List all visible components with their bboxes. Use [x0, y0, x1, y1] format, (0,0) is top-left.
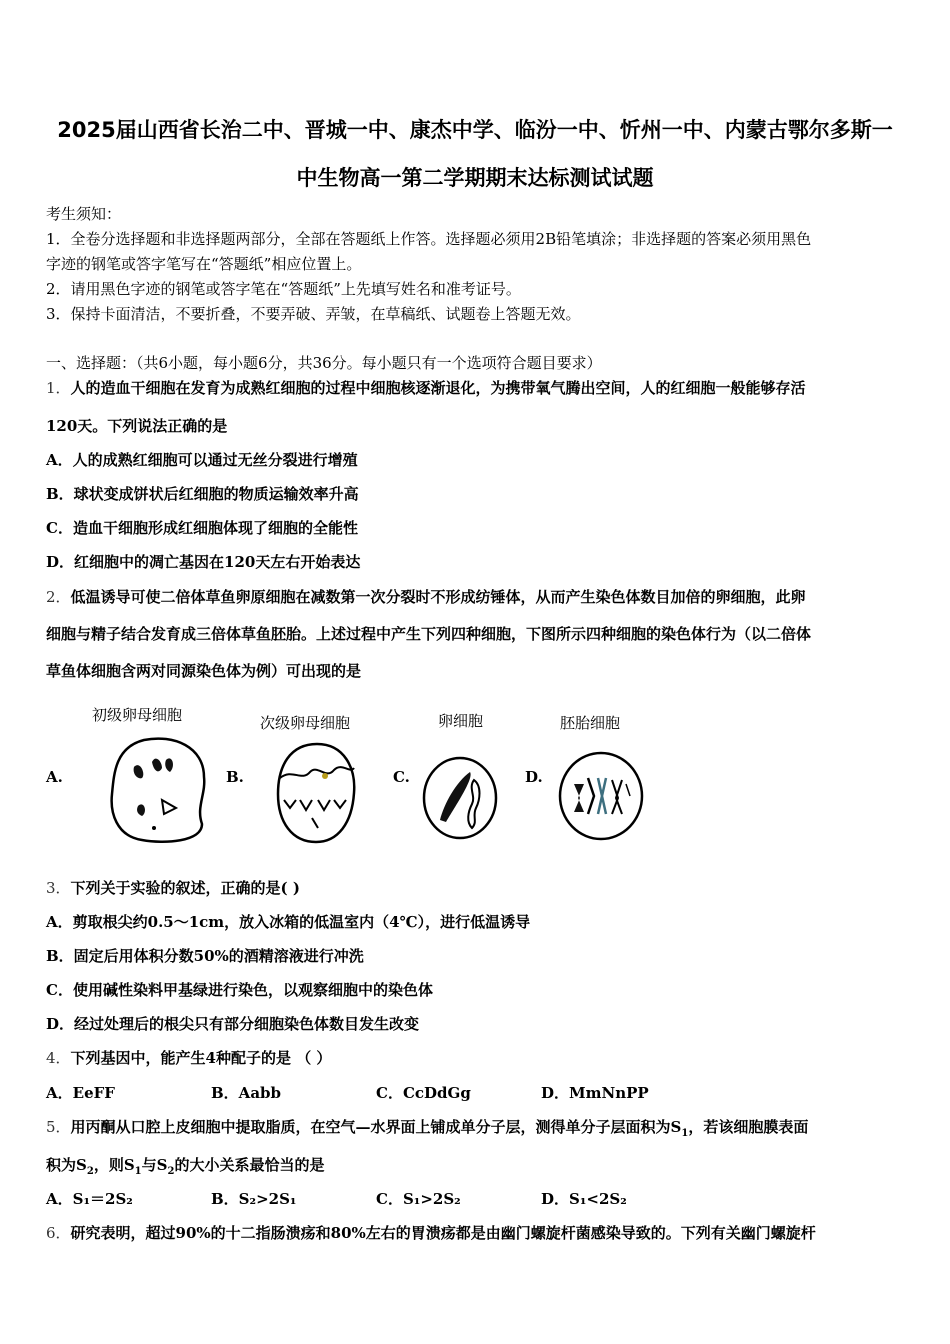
q3-option-a: A．剪取根尖约0.5～1cm，放入冰箱的低温室内（4℃），进行低温诱导	[46, 913, 531, 931]
fig-a-label: A.	[46, 768, 63, 786]
q3-option-c: C．使用碱性染料甲基绿进行染色，以观察细胞中的染色体	[46, 981, 433, 999]
q1-option-a: A．人的成熟红细胞可以通过无丝分裂进行增殖	[46, 451, 358, 469]
q4-options	[46, 1082, 706, 1103]
fig-d-caption: 胚胎细胞	[560, 714, 621, 732]
notice-heading: 考生须知：	[46, 205, 122, 223]
notice-item1b: 字迹的钢笔或答字笔写在“答题纸”相应位置上。	[46, 255, 362, 273]
q6-stem: 6．研究表明，超过90%的十二指肠溃疡和80%左右的胃溃疡都是由幽门螺旋杆菌感染导致的。下列有关幽门螺旋杆	[46, 1224, 816, 1242]
q2-stem-c: 草鱼体细胞含两对同源染色体为例）可出现的是	[46, 662, 362, 680]
section-heading: 一、选择题：（共6小题，每小题6分，共36分。每小题只有一个选项符合题目要求）	[46, 354, 602, 372]
notice-item3: 3．保持卡面清洁，不要折叠，不要弄破、弄皱，在草稿纸、试题卷上答题无效。	[46, 305, 581, 323]
fig-c-label: C.	[393, 768, 410, 786]
cell-c-egg-cell	[420, 752, 500, 842]
cell-a-primary-oocyte	[104, 732, 214, 847]
fig-a-caption: 初级卵母细胞	[92, 706, 183, 724]
notice-item2: 2．请用黑色字迹的钢笔或答字笔在“答题纸”上先填写姓名和准考证号。	[46, 280, 521, 298]
q1-option-b: B．球状变成饼状后红细胞的物质运输效率升高	[46, 485, 359, 503]
q5-option-c: C．S₁>2S₂	[376, 1190, 461, 1208]
cell-b-secondary-oocyte	[272, 738, 362, 848]
q4-option-a: A．EeFF	[46, 1084, 115, 1102]
q2-stem-b: 细胞与精子结合发育成三倍体草鱼胚胎。上述过程中产生下列四种细胞，下图所示四种细胞的染色体行为（以二倍体	[46, 625, 812, 643]
q3-option-b: B．固定后用体积分数50%的酒精溶液进行冲洗	[46, 947, 364, 965]
q5-option-d: D．S₁<2S₂	[541, 1190, 627, 1208]
q5-option-a: A．S₁＝2S₂	[46, 1190, 133, 1208]
q2-stem-a: 2．低温诱导可使二倍体草鱼卵原细胞在减数第一次分裂时不形成纺锤体，从而产生染色体数目加倍的卵细胞，此卵	[46, 588, 806, 606]
q4-option-b: B．Aabb	[211, 1084, 282, 1102]
q5-option-b: B．S₂>2S₁	[211, 1190, 297, 1208]
q4-stem: 4．下列基因中，能产生4种配子的是 （ ）	[46, 1049, 332, 1067]
cell-d-embryonic-cell	[556, 748, 646, 844]
q1-option-c: C．造血干细胞形成红细胞体现了细胞的全能性	[46, 519, 358, 537]
fig-b-caption: 次级卵母细胞	[260, 714, 351, 732]
title-line2: 中生物高一第二学期期末达标测试试题	[296, 166, 654, 190]
fig-b-label: B.	[226, 768, 244, 786]
q3-option-d: D．经过处理后的根尖只有部分细胞染色体数目发生改变	[46, 1015, 420, 1033]
q5-stem-a: 5．用丙酮从口腔上皮细胞中提取脂质，在空气—水界面上铺成单分子层，测得单分子层面积为$S_1$，若该细胞膜表面	[46, 1118, 809, 1139]
notice-item1a: 1．全卷分选择题和非选择题两部分，全部在答题纸上作答。选择题必须用2B铅笔填涂；非选择题的答案必须用黑色	[46, 230, 812, 248]
q3-stem: 3．下列关于实验的叙述，正确的是( )	[46, 879, 300, 897]
fig-c-caption: 卵细胞	[438, 712, 484, 730]
q1-stem-a: 1．人的造血干细胞在发育为成熟红细胞的过程中细胞核逐渐退化，为携带氧气腾出空间，人的红细胞一般能够存活	[46, 379, 806, 397]
q1-stem-b: 120天。下列说法正确的是	[46, 417, 228, 435]
q5-options	[46, 1188, 706, 1209]
q5-stem-b: 积为$S_2$，则$S_1$与$S_2$的大小关系最恰当的是	[46, 1156, 325, 1177]
title-line1: 2025届山西省长治二中、晋城一中、康杰中学、临汾一中、忻州一中、内蒙古鄂尔多斯一	[57, 118, 893, 142]
q1-option-d: D．红细胞中的凋亡基因在120天左右开始表达	[46, 553, 361, 571]
q4-option-d: D．MmNnPP	[541, 1084, 649, 1102]
q4-option-c: C．CcDdGg	[376, 1084, 471, 1102]
fig-d-label: D.	[525, 768, 543, 786]
